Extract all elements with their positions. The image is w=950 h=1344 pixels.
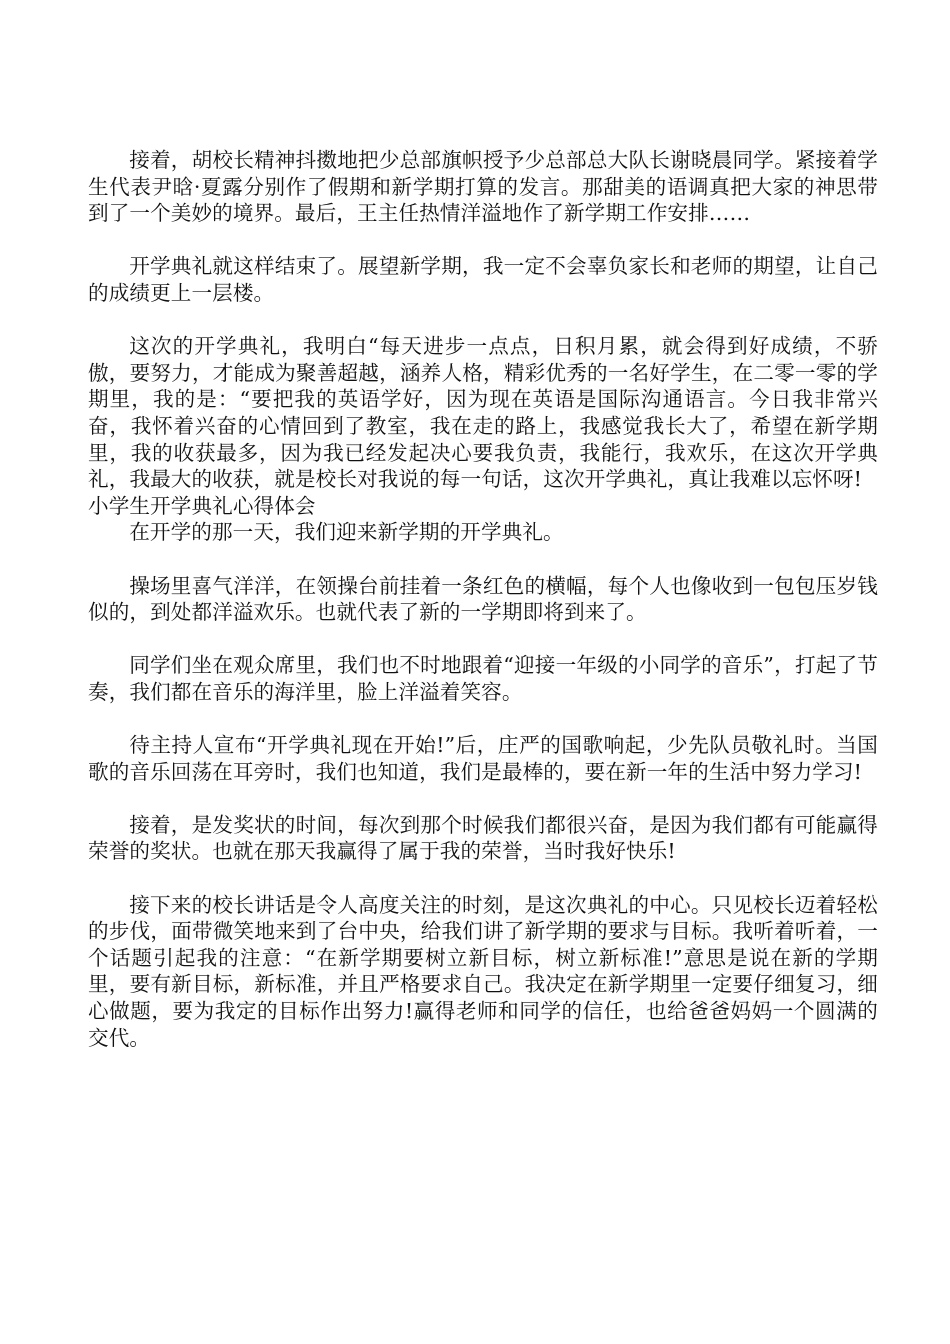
paragraph-spacer [88, 546, 878, 573]
paragraph-spacer [88, 227, 878, 254]
paragraph-spacer [88, 626, 878, 653]
paragraph-opening-day: 在开学的那一天，我们迎来新学期的开学典礼。 [129, 520, 564, 545]
paragraph-awards: 接着，是发奖状的时间，每次到那个时候我们都很兴奋，是因为我们都有可能赢得荣誉的奖状。也就在那天我赢得了属于我的荣誉，当时我好快乐! [88, 812, 878, 864]
document-page [88, 147, 878, 1051]
section-heading: 小学生开学典礼心得体会 [88, 493, 316, 518]
paragraph-audience: 同学们坐在观众席里，我们也不时地跟着“迎接一年级的小同学的音乐”，打起了节奏，我们都在音乐的海洋里，脸上洋溢着笑容。 [88, 653, 878, 704]
paragraph-anthem: 待主持人宣布“开学典礼现在开始!”后，庄严的国歌响起，少先队员敬礼时。当国歌的音乐回荡在耳旁时，我们也知道，我们是最棒的，要在新一年的生活中努力学习! [88, 733, 878, 784]
paragraph-playground: 操场里喜气洋洋，在领操台前挂着一条红色的横幅，每个人也像收到一包包压岁钱似的，到处都洋溢欢乐。也就代表了新的一学期即将到来了。 [88, 573, 878, 625]
paragraph-spacer [88, 705, 878, 732]
paragraph-ceremony-ended: 开学典礼就这样结束了。展望新学期，我一定不会辜负家长和老师的期望，让自己的成绩更上一层楼。 [88, 254, 878, 305]
paragraph-principal-speech: 接下来的校长讲话是令人高度关注的时刻，是这次典礼的中心。只见校长迈着轻松的步伐，面带微笑地来到了台中央，给我们讲了新学期的要求与目标。我听着听着，一个话题引起我的注意：“在新学期要树立新目标，树立新标准!”意思是说在新的学期里，要有新目标，新标准，并且严格要求自己。我决定在新学期里一定要仔细复习，细心做题，要为我定的目标作出努力!赢得老师和同学的信任，也给爸爸妈妈一个圆满的交代。 [88, 892, 878, 1050]
paragraph-spacer [88, 785, 878, 812]
paragraph-spacer [88, 865, 878, 892]
paragraph-spacer [88, 307, 878, 334]
paragraph-awarding-flag: 接着，胡校长精神抖擞地把少总部旗帜授予少总部总大队长谢晓晨同学。紧接着学生代表尹晗·夏露分别作了假期和新学期打算的发言。那甜美的语调真把大家的神思带到了一个美妙的境界。最后，王主任热情洋溢地作了新学期工作安排…… [88, 148, 878, 226]
paragraph-reflection: 这次的开学典礼，我明白“每天进步一点点，日积月累，就会得到好成绩，不骄傲，要努力，才能成为聚善超越，涵养人格，精彩优秀的一名好学生，在二零一零的学期里，我的是：“要把我的英语学好，因为现在英语是国际沟通语言。今日我非常兴奋，我怀着兴奋的心情回到了教室，我在走的路上，我感觉我长大了，希望在新学期里，我的收获最多，因为我已经发起决心要我负责，我能行，我欢乐，在这次开学典礼，我最大的收获，就是校长对我说的每一句话，这次开学典礼，真让我难以忘怀呀! [88, 334, 878, 492]
